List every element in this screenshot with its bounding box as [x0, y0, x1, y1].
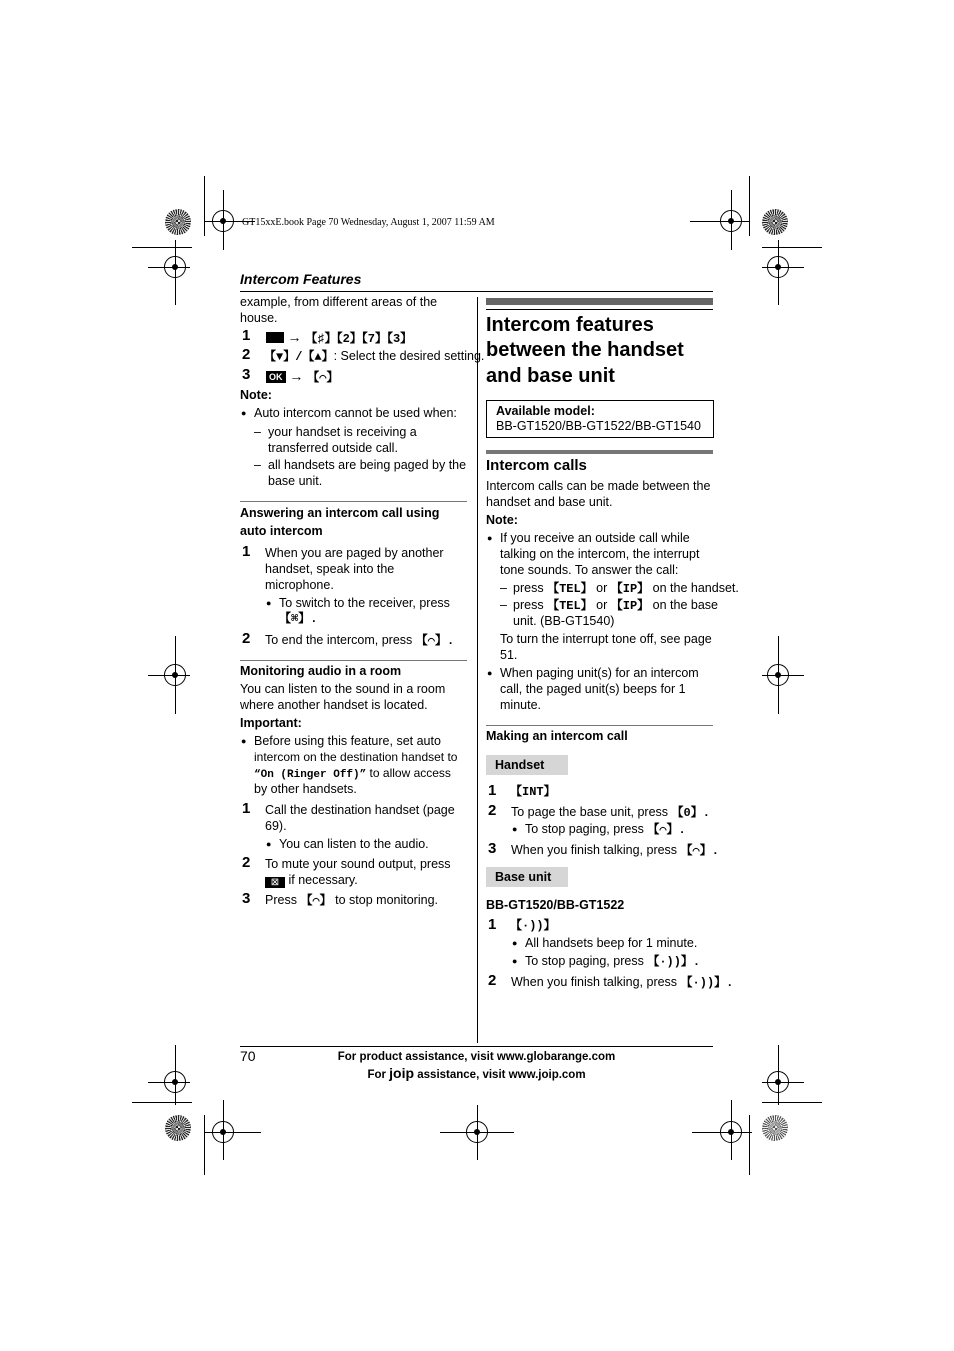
note-dash-2: all handsets are being paged by the [268, 458, 467, 472]
important-label: Important: [240, 716, 302, 730]
header-rule [240, 291, 713, 292]
monitor-text: You can listen to the sound in a room [240, 682, 446, 696]
speaker-key-icon: 【⌘】. [279, 612, 318, 626]
color-dial-mark [762, 209, 788, 235]
divider [240, 660, 467, 661]
base-step-2: When you finish talking, press 【·))】. [511, 975, 734, 990]
footer-line-2: For joip assistance, visit www.joip.com [367, 1065, 586, 1081]
off-key-icon: 【⌒】. [415, 634, 455, 648]
note-label: Note: [240, 388, 272, 402]
note-bullet-2: ● When paging unit(s) for an intercom [500, 665, 699, 681]
base-unit-tab: Base unit [486, 867, 568, 887]
handset-step-3: When you finish talking, press 【⌒】. [511, 843, 719, 858]
answer-step-1: When you are paged by another [265, 546, 444, 560]
file-header: GT15xxE.book Page 70 Wednesday, August 1, 2007 11:59 AM [242, 217, 495, 228]
color-dial-mark [165, 209, 191, 235]
handset-tab: Handset [486, 755, 568, 775]
column-divider [477, 297, 478, 1043]
step-2: 【▼】/【▲】: Select the desired setting. [264, 349, 485, 364]
locator-key-icon: 【·))】. [680, 976, 734, 990]
monitor-heading: Monitoring audio in a room [240, 664, 402, 678]
intro-line: house. [240, 311, 278, 325]
step-1: → 【♯】【2】【7】【3】 [266, 329, 412, 347]
monitor-step-2: To mute your sound output, press [265, 857, 451, 871]
joip-logo: joip [389, 1065, 415, 1081]
footer-line-1: For product assistance, visit www.globarange.com [337, 1051, 616, 1063]
answer-step-2: To end the intercom, press 【⌒】. [265, 633, 455, 648]
off-key-icon: 【⌒】. [680, 844, 719, 858]
step-3: OK → 【⌒】 [266, 368, 339, 386]
intercom-calls-heading: Intercom calls [486, 457, 587, 474]
base-step-1-bullet-2: ● To stop paging, press 【·))】. [525, 953, 700, 970]
locator-key-icon: 【·))】. [647, 955, 701, 969]
intro-line: example, from different areas of the [240, 295, 438, 309]
divider [486, 725, 713, 726]
handset-step-2: To page the base unit, press 【0】. [511, 805, 710, 820]
making-call-heading: Making an intercom call [486, 729, 628, 743]
note-bullet-1: ● If you receive an outside call while [500, 530, 690, 546]
note-label: Note: [486, 513, 518, 527]
note-bullet: ● Auto intercom cannot be used when: [254, 405, 457, 421]
locator-key-icon: 【·))】 [510, 919, 556, 933]
footer-rule [240, 1046, 713, 1047]
model-box [486, 400, 714, 438]
off-key-icon: 【⌒】. [647, 823, 686, 837]
title-bar [486, 298, 713, 305]
monitor-step-1: Call the destination handset (page [265, 803, 455, 817]
interrupt-off-text: To turn the interrupt tone off, see page [500, 632, 712, 646]
model-label: Available model: [496, 404, 595, 418]
base-models: BB-GT1520/BB-GT1522 [486, 898, 625, 912]
color-dial-mark [762, 1115, 788, 1141]
calls-text: Intercom calls can be made between the [486, 479, 711, 493]
monitor-step-1-bullet: ● You can listen to the audio. [279, 836, 429, 852]
mute-key-icon: ⊠ [265, 877, 285, 888]
page-title: Intercom features [486, 314, 654, 336]
setting-value: “On (Ringer Off)” [254, 769, 367, 781]
answer-step-1-bullet: ● To switch to the receiver, press [279, 595, 450, 611]
note-dash-2: press 【TEL】 or 【IP】 on the base [513, 598, 718, 613]
base-step-1-bullet-1: ● All handsets beep for 1 minute. [525, 935, 697, 951]
int-key-icon: 【INT】 [510, 785, 556, 799]
note-dash-1: press 【TEL】 or 【IP】 on the handset. [513, 581, 739, 596]
section-title: Intercom Features [240, 271, 362, 287]
off-key-icon: 【⌒】 [307, 371, 339, 385]
model-value: BB-GT1520/BB-GT1522/BB-GT1540 [496, 419, 701, 433]
color-dial-mark [165, 1115, 191, 1141]
note-dash-1: your handset is receiving a [268, 425, 417, 439]
ok-key-icon: OK [266, 371, 286, 383]
off-key-icon: 【⌒】 [300, 894, 332, 908]
menu-grid-icon [266, 332, 284, 343]
handset-step-2-bullet: ● To stop paging, press 【⌒】. [525, 821, 686, 838]
page-number: 70 [240, 1048, 256, 1064]
answer-heading: Answering an intercom call using [240, 506, 440, 520]
important-bullet: ● Before using this feature, set auto [254, 733, 441, 749]
divider [240, 501, 467, 502]
monitor-step-3: Press 【⌒】 to stop monitoring. [265, 893, 438, 908]
